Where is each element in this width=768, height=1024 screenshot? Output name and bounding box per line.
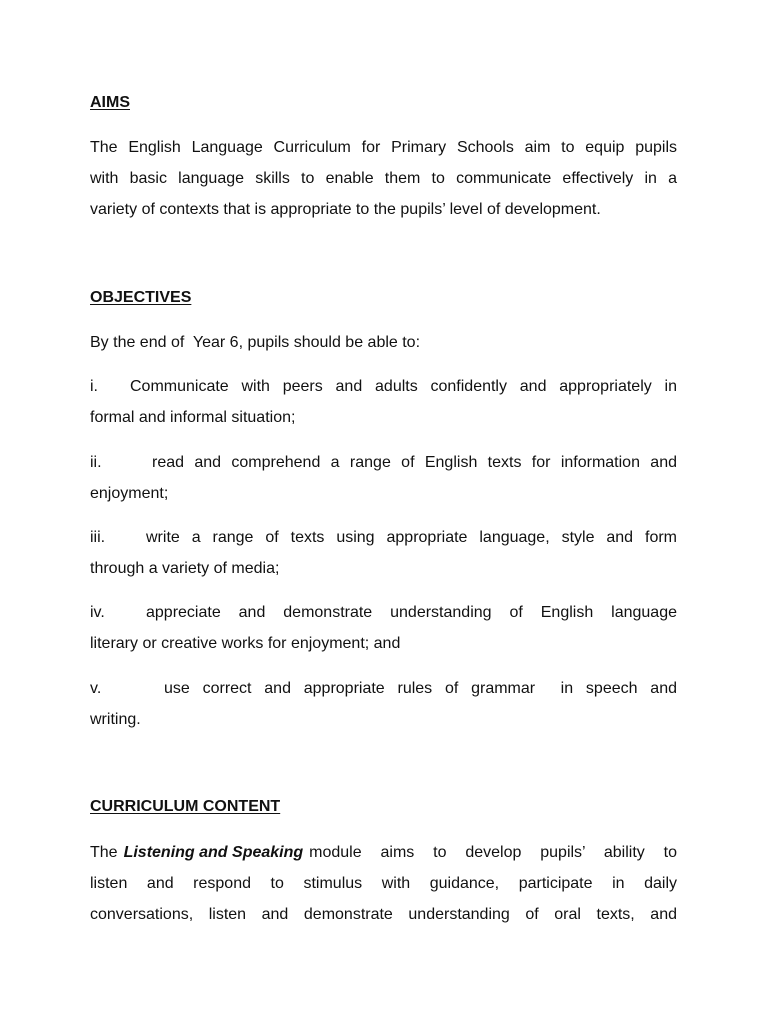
objectives-heading: OBJECTIVES: [90, 289, 192, 306]
curriculum-line: module aims to develop pupils’ ability to: [309, 844, 677, 861]
objective-text-continued: literary or creative works for enjoyment; and: [90, 635, 401, 652]
objective-item: [90, 371, 677, 433]
aims-line: The English Language Curriculum for Primary Schools aim to equip pupils: [90, 139, 677, 156]
objective-text: write a range of texts using appropriate language, style and form: [146, 529, 677, 546]
objective-number: i.: [90, 378, 98, 395]
objective-number: v.: [90, 680, 102, 697]
aims-line: with basic language skills to enable them to communicate effectively in a: [90, 170, 677, 187]
objective-text-continued: through a variety of media;: [90, 560, 280, 577]
objective-text: Communicate with peers and adults confidently and appropriately in: [130, 378, 677, 395]
curriculum-heading: CURRICULUM CONTENT: [90, 798, 281, 815]
aims-heading: AIMS: [90, 94, 130, 111]
objectives-intro: [90, 327, 677, 358]
curriculum-line: conversations, listen and demonstrate understanding of oral texts, and: [90, 906, 677, 923]
aims-paragraph: [90, 132, 677, 225]
objectives-intro-text: By the end of Year 6, pupils should be able to:: [90, 334, 421, 351]
objective-text-continued: enjoyment;: [90, 485, 169, 502]
curriculum-line: listen and respond to stimulus with guidance, participate in daily: [90, 875, 677, 892]
objective-text-continued: formal and informal situation;: [90, 409, 296, 426]
aims-line: variety of contexts that is appropriate to the pupils’ level of development.: [90, 201, 601, 218]
module-name: Listening and Speaking: [123, 844, 304, 861]
objective-text: use correct and appropriate rules of grammar in speech and: [164, 680, 677, 697]
objective-number: iv.: [90, 604, 105, 621]
objective-text: read and comprehend a range of English texts for information and: [152, 454, 677, 471]
objective-text: appreciate and demonstrate understanding of English language: [146, 604, 677, 621]
curriculum-paragraph: [90, 837, 677, 930]
objective-item: [90, 673, 677, 735]
objective-text-continued: writing.: [90, 711, 141, 728]
objective-number: iii.: [90, 529, 106, 546]
objective-item: [90, 447, 677, 509]
curriculum-lead-word: The: [90, 844, 118, 861]
objective-item: [90, 522, 677, 584]
objective-number: ii.: [90, 454, 102, 471]
objective-item: [90, 597, 677, 659]
